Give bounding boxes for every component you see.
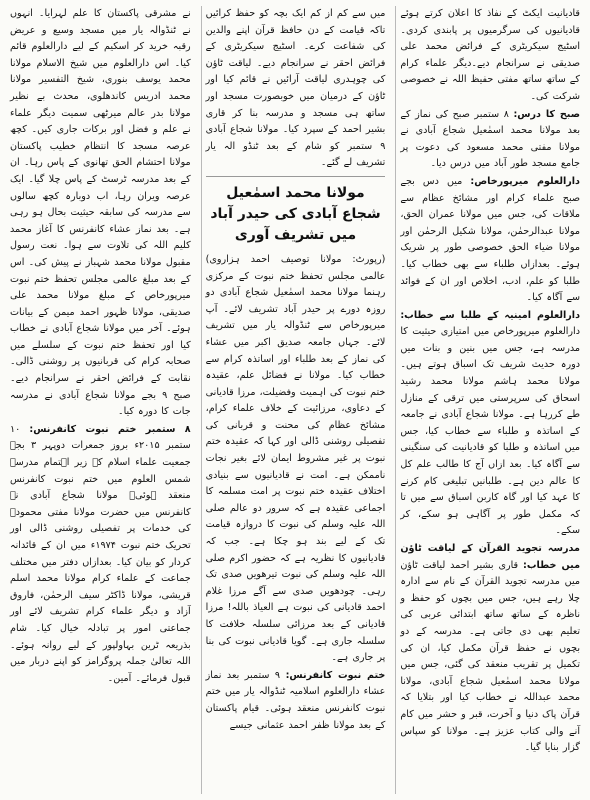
paragraph: صبح کا درس: ۸ ستمبر صبح کی نماز کے بعد مولانا محمد اسمٰعیل شجاع آبادی نے مولانا مفتی محمد مسعود کی دعوت پر جامع مسجد طور آباد میں درس دیا۔ bbox=[400, 108, 580, 170]
subheading: ۸ ستمبر ختم نبوت کانفرنس: bbox=[29, 423, 191, 435]
paragraph: نے مشرقی پاکستان کا علم لہرایا۔ انہوں نے ٹنڈوالہ یار میں مسجد وسیع و عریض رقبہ خرید کر اسکیم کے لیے دارالعلوم قائم کیا۔ اس دارالعلوم میں شیخ الاسلام مولانا محمد یوسف بنوری، شیخ التفسیر مولانا محمد ادریس کاندھلوی، محدث بے نظیر مولانا بدر عالم میرٹھی سمیت دیگر علماء نے علم و فضل اور برکات جاری کیں۔ کچھ عرصہ مسجد کا انتظام خطیب پاکستان مولانا احتشام الحق تھانوی کے پاس رہا۔ ان کے بعد مدرسہ ٹرسٹ کے پاس چلا گیا۔ ایک عرصہ ویران رہا، اب دوبارہ کچھ سالوں سے مدرسہ کی سابقہ حیثیت بحال ہو رہی ہے۔ بعد نماز عشاء کانفرنس کا آغاز محمد کلیم اللہ کی تلاوت سے ہوا۔ نعت رسول مقبول مولانا محمد شہباز نے پیش کی۔ اس کے بعد مبلغ عالمی مجلس تحفظ ختم نبوت میرپورخاص کے مبلغ مولانا محمد علی صدیقی، مولانا ظہور احمد میمن کے بیانات ہوئے۔ آخر میں مولانا شجاع آبادی نے خطاب کیا اور تحفظ ختم نبوت کے سلسلے میں صحابہ کرام کی قربانیوں پر روشنی ڈالی۔ نقابت کے فرائض احقر نے سرانجام دیے۔ صبح ۹ بجے مولانا شجاع آبادی نے مدرسہ جات کا دورہ کیا۔ bbox=[10, 8, 191, 418]
subheading: دارالعلوم میرپورخاص: bbox=[470, 175, 580, 187]
divider bbox=[206, 176, 386, 177]
column-left bbox=[6, 6, 195, 794]
article-columns bbox=[6, 6, 584, 794]
column-middle bbox=[201, 6, 390, 794]
paragraph: ختم نبوت کانفرنس: ۹ ستمبر بعد نماز عشاء دارالعلوم اسلامیہ ٹنڈوالہ یار میں ختم نبوت کانفرنس منعقد ہوئی۔ قیام پاکستان کے بعد مولانا ظفر احمد عثمانی جیسے bbox=[205, 669, 386, 731]
paragraph: میں سے کم از کم ایک بچہ کو حفظ کرائیں تاکہ قیامت کے دن حافظ قرآن اپنے والدین کی شفاعت کرے۔ اسٹیج سیکریٹری کے فرائض احقر نے سرانجام دیے۔ لیاقت ٹاؤن کی چوہدری لیاقت آرائیں نے قائم کیا اور ٹاؤن کے درمیان میں خوبصورت مسجد اور ساتھ ہی مسجد و مدرسہ بنا کر قاری بشیر احمد کے سپرد کیا۔ مولانا شجاع آبادی ۹ ستمبر کو شام کے بعد ٹنڈو الہ یار تشریف لے گئے۔ bbox=[205, 8, 386, 169]
paragraph: قادیانیت ایکٹ کے نفاذ کا اعلان کرتے ہوئے قادیانیوں کی سرگرمیوں پر پابندی کردی۔ اسٹیج سیکریٹری کے فرائض محمد علی صدیقی نے سرانجام دیے۔دیگر علماء کرام کے ساتھ ساتھ مفتی حفیظ اللہ نے خصوصی شرکت کی۔ bbox=[400, 8, 580, 102]
paragraph: دارالعلوم میرپورخاص: میں دس بجے صبح علماء کرام اور مشائخ عظام سے ملاقات کی، جس میں مولانا عمران الحق، مولانا عبدالرحمٰن، مولانا شکیل الرحمٰن اور مولانا ضیاء الحق خصوصی طور پر شریک ہوئے۔ بعدازاں طلباء سے بھی خطاب کیا۔ طلبا کو علم، ادب، اخلاص اور ان کے فوائد سے آگاہ کیا۔ bbox=[400, 175, 580, 304]
column-right bbox=[395, 6, 584, 794]
paragraph: دارالعلوم امینیہ کے طلبا سے خطاب: دارالعلوم میرپورخاص میں امتیازی حیثیت کا مدرسہ ہے، جس میں بنین و بنات میں دورہ حدیث شریف تک اسباق ہوتے ہیں۔ مولانا محمد ہاشم مولانا محمد رشید اسحاق کی سرپرستی میں ترقی کے منازل طے کررہا ہے۔ مولانا شجاع آبادی نے جامعہ کے اساتذہ و طلباء سے خطاب کیا، جس میں اساتذہ و طلبا کو قادیانیت کی سنگینی سے آگاہ کیا۔ بعد ازاں آج کا طالب علم کل کا عالم دین ہے۔ طلبانیں تبلیغی کام کرنے کا عہد کیا اور گاہ کاربن اسباق سے میں تا کہ مکمل طور پر آگاہی ہو سکے، کر سکے۔ bbox=[400, 309, 580, 537]
paragraph: ۸ ستمبر ختم نبوت کانفرنس: ۱۰ ستمبر ۲۰۱۵ء بروز جمعرات دوپہر ۳ بجے جمعیت علماء اسلام کے زیر اہتمام مدرسہ شمس العلوم میں ختم نبوت کانفرنس منعقد ہوئی۔ مولانا شجاع آبادی نے کانفرنس میں حضرت مولانا مفتی محمودؒ کی خدمات پر تفصیلی روشنی ڈالی اور تحریک ختم نبوت ۱۹۷۴ء میں ان کے قائدانہ کردار کو بیان کیا۔ بعدازاں دفتر میں مختلف جماعت کے علماء کرام مولانا محمد اسلم قریشی، مولانا ڈاکٹر سیف الرحمٰن، فاروق آزاد و دیگر علماء کرام تشریف لائے اور جماعتی امور پر تبادلہ خیال کیا۔ شام بذریعہ ٹرین بہاولپور کے لیے روانہ ہوئے۔ اللہ تعالیٰ جملہ پروگرامز کو اپنے دربار میں قبول فرمائے۔ آمین۔ bbox=[10, 423, 191, 684]
subheading: صبح کا درس: bbox=[513, 108, 580, 120]
subheading: دارالعلوم امینیہ کے طلبا سے خطاب: bbox=[400, 309, 580, 321]
subheading: مدرسہ تجوید القرآن کے لیاقت ٹاؤن میں خطاب: bbox=[400, 543, 581, 571]
paragraph: مدرسہ تجوید القرآن کے لیاقت ٹاؤن میں خطاب: قاری بشیر احمد لیاقت ٹاؤن میں مدرسہ تجوید القرآن کے نام سے ادارہ چلا رہے ہیں، جس میں بچوں کو حفظ و ناظرہ کے ساتھ ساتھ ابتدائی عربی کی تعلیم بھی دی جاتی ہے۔ مدرسہ کے دو بچوں نے حفظ قرآن مکمل کیا، ان کی تکمیل پر تقریب منعقد کی گئی، جس میں مولانا محمد اسمٰعیل شجاع آبادی، مولانا محمد عبداللہ نے خطاب کیا اور بتلایا کہ قرآن پاک دنیا و آخرت، قبر و حشر میں کام آنے والی کتاب عزیز ہے۔ مولانا کو سپاس گزار بنایا گیا۔ bbox=[400, 543, 581, 754]
paragraph: (رپورٹ: مولانا توصیف احمد ہزاروی) عالمی مجلس تحفظ ختم نبوت کے مرکزی رہنما مولانا محمد اسمٰعیل شجاع آبادی دو روزہ دورے پر حیدر آباد تشریف لائے۔ آپ میرپورخاص سے ٹنڈوالہ یار میں تشریف لائے۔ جہاں جامعہ صدیق اکبر میں عشاء کی نماز کے بعد طلباء اور اساتذہ کرام سے خطاب کیا۔ مولانا نے فضائل علم، عقیدہ ختم نبوت کی اہمیت وفضیلت، مرزا قادیانی کے دعاوی، مرزائیت کے خلاف علماء کرام، مشائخ عظام کی محنت و قربانی کی تفصیلی روشنی ڈالی اور کہا کہ عقیدہ ختم نبوت پر غیر مشروط ایمان لائے بغیر نجات ناممکن ہے۔ امت نے قادیانیوں سے بنیادی اختلاف عقیدہ ختم نبوت پر امت مسلمہ کا اجماعی عقیدہ ہے کہ سرور دو عالم صلی اللہ علیہ وسلم کی نبوت کا دروازہ قیامت تک کے لیے بند ہو چکا ہے۔ جب کہ قادیانیوں کا نظریہ ہے کہ حضور اکرم صلی اللہ علیہ وسلم کی نبوت تیرھویں صدی تک رہی۔ چودھویں صدی سے آگے مرزا غلام احمد قادیانی کی نبوت ہے العیاذ باللہ! مرزا قادیانی کے بعد مرزائی سلسلہ خلافت کا سلسلہ جاری ہے۔ گویا قادیانی نبوت کی بنا پر جاری ہے۔ bbox=[205, 253, 386, 664]
article-heading: مولانا محمد اسمٰعیل شجاع آبادی کی حیدر آباد میں تشریف آوری bbox=[210, 184, 381, 243]
subheading: ختم نبوت کانفرنس: bbox=[285, 669, 386, 681]
